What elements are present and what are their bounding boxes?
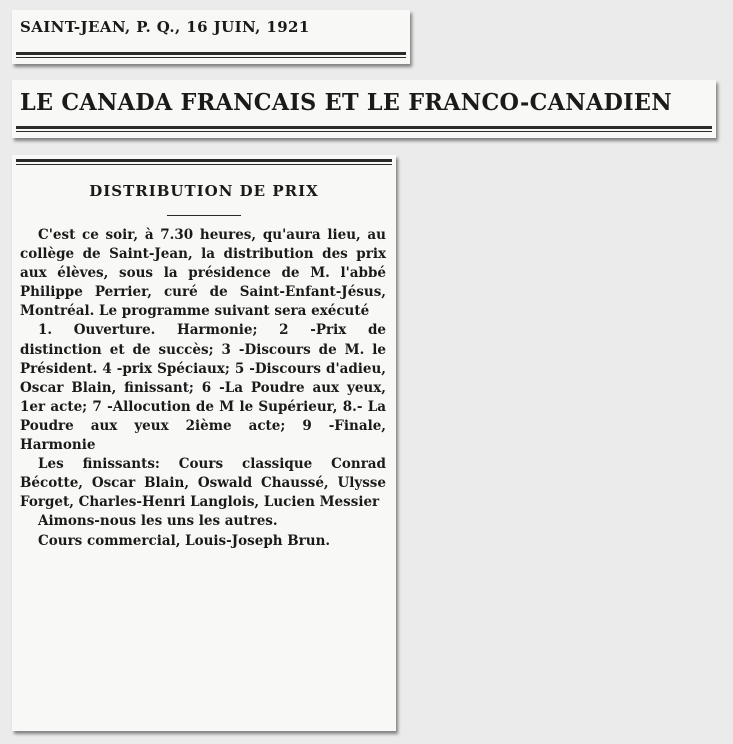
masthead-rule <box>16 126 712 129</box>
article-title: DISTRIBUTION DE PRIX <box>89 182 319 200</box>
paragraph-motto: Aimons-nous les uns les autres. <box>38 513 278 530</box>
masthead-clipping <box>12 80 716 138</box>
dateline-rule <box>16 52 406 55</box>
masthead-title: LE CANADA FRANCAIS ET LE FRANCO-CANADIEN <box>20 89 672 116</box>
dateline: SAINT-JEAN, P. Q., 16 JUIN, 1921 <box>20 18 310 36</box>
dateline-clipping <box>12 10 410 64</box>
masthead-rule-thin <box>16 131 712 132</box>
article-top-rule-thin <box>16 164 392 165</box>
paragraph-graduates: Les finissants: Cours classique Conrad Bécotte, Oscar Blain, Oswald Chaussé, Ulysse Forget, Charles-Henri Langlois, Lucien Messier <box>20 456 386 511</box>
article-body <box>20 226 386 551</box>
article-top-rule <box>16 159 392 162</box>
paragraph-programme: 1. Ouverture. Harmonie; 2 -Prix de distinction et de succès; 3 -Discours de M. le Président. 4 -prix Spéciaux; 5 -Discours d'adieu, Oscar Blain, finissant; 6 -La Poudre aux yeux, 1er acte; 7 -Allocution de M le Supérieur, 8.- La Poudre aux yeux 2ième acte; 9 -Finale, Harmonie <box>20 322 386 454</box>
title-underline <box>167 215 241 216</box>
paragraph-commercial: Cours commercial, Louis-Joseph Brun. <box>38 532 331 549</box>
article-clipping <box>12 155 396 731</box>
dateline-rule-thin <box>16 57 406 58</box>
paragraph-intro: C'est ce soir, à 7.30 heures, qu'aura lieu, au collège de Saint-Jean, la distribution des prix aux élèves, sous la présidence de M. l'abbé Philippe Perrier, curé de Saint-Enfant-Jésus, Montréal. Le programme suivant sera exécuté <box>20 227 386 320</box>
